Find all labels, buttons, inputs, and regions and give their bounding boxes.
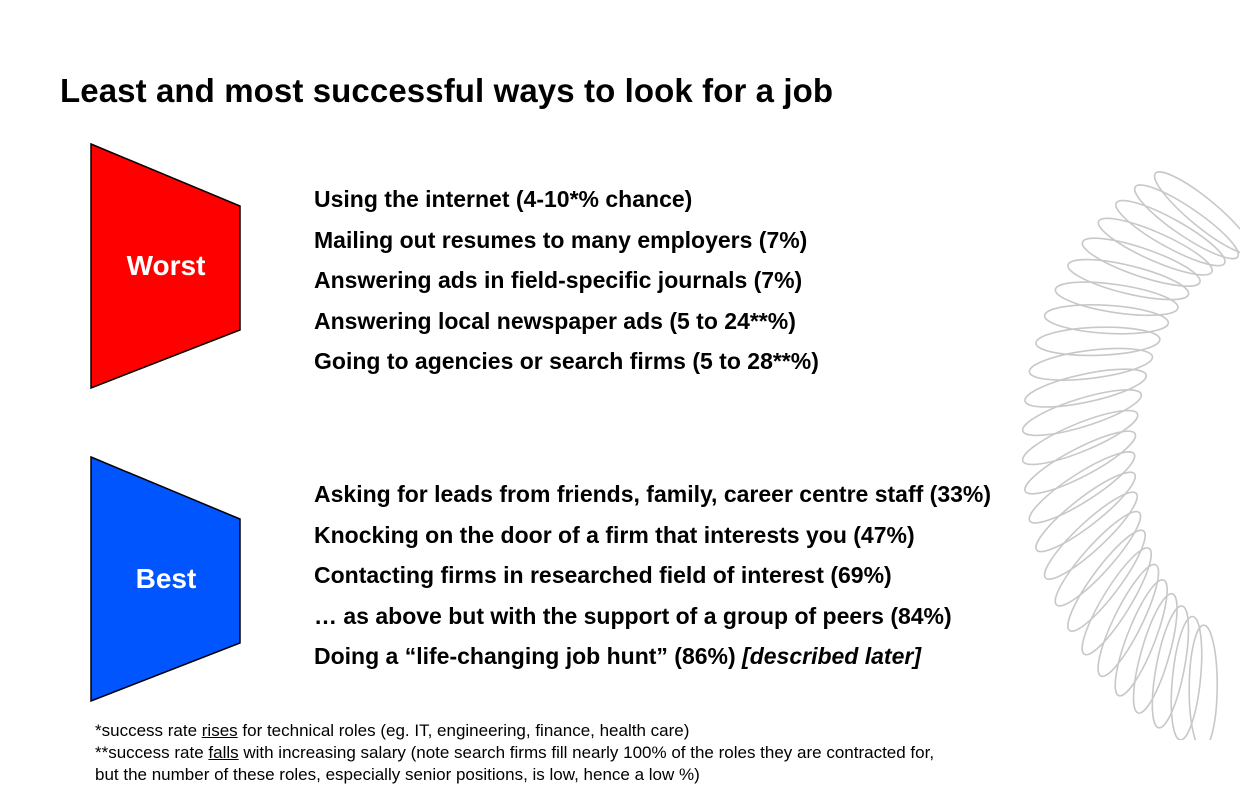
best-label: Best [135,563,197,594]
list-item: Mailing out resumes to many employers (7%) [314,226,808,253]
footnote-2-suffix: with increasing salary (note search firms fill nearly 100% of the roles they are contracted for, [238,743,935,762]
footnote-1-underlined: rises [201,721,238,740]
swirl-loop [1018,401,1143,474]
list-item-last [314,636,991,677]
footnotes [95,720,934,786]
swirl-loop [1035,325,1160,357]
footnote-2-underlined: falls [208,743,239,762]
list-item: Knocking on the door of a firm that interests you (47%) [314,521,915,548]
footnote-2-prefix: **success rate [95,743,209,762]
swirl-loop [1189,625,1218,740]
footnote-1-suffix: for technical roles (eg. IT, engineering, finance, health care) [237,721,690,740]
list-item-text: Doing a “life-changing job hunt” (86%) [314,643,743,669]
swirl-loop [1106,575,1177,701]
list-item: Using the internet (4-10*% chance) [314,186,693,212]
page-title: Least and most successful ways to look for a job [60,72,834,109]
worst-methods-list [314,179,819,382]
swirl-loop [1019,421,1142,503]
swirl-loop [1028,343,1154,386]
worst-shape [90,143,242,389]
best-shape [90,456,242,702]
list-item: Answering local newspaper ads (5 to 24**%) [314,307,796,334]
swirl-loop [1166,615,1206,740]
list-item: Asking for leads from friends, family, career centre staff (33%) [314,481,992,507]
footnote-3: but the number of these roles, especially senior positions, is low, hence a low %) [95,765,700,784]
footnote-1-prefix: *success rate [95,721,202,740]
best-methods-list [314,474,991,677]
footnote-1 [95,720,934,742]
list-item: Going to agencies or search firms (5 to 28**%) [314,348,819,374]
list-item: … as above but with the support of a group of peers (84%) [314,602,952,629]
list-item: Answering ads in field-specific journals (7%) [314,267,803,293]
worst-label: Worst [126,250,206,281]
swirl-loop [1127,175,1240,268]
swirl-loop [1145,603,1196,730]
described-later-note: [described later] [742,643,921,669]
swirl-loop [1022,442,1141,533]
swirl-loop [1044,302,1169,337]
footnote-2 [95,742,934,764]
list-item: Contacting firms in researched field of interest (69%) [314,562,892,588]
